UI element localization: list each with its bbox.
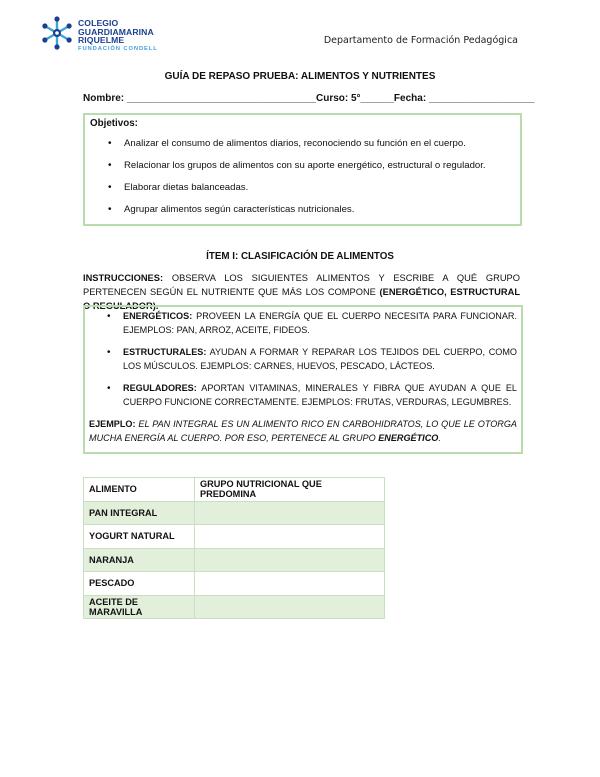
logo-line-guardiamarina: GUARDIAMARINA xyxy=(78,26,154,37)
answer-cell[interactable] xyxy=(195,548,385,572)
objective-item: • Elaborar dietas balanceadas. xyxy=(108,182,486,204)
answer-cell[interactable] xyxy=(195,595,385,619)
food-cell: PAN INTEGRAL xyxy=(84,501,195,525)
table-row xyxy=(84,572,385,596)
example-text: EL PAN INTEGRAL ES UN ALIMENTO RICO EN CARBOHIDRATOS, LO QUE LE OTORGA MUCHA ENERGÍA AL CUERPO. POR ESO, PERTENECE AL GRUPO xyxy=(89,419,517,443)
instructions-label: INSTRUCCIONES: xyxy=(83,273,164,283)
instructions-options: (ENERGÉTICO, ESTRUCTURAL O REGULADOR). xyxy=(83,287,520,311)
group-description: AYUDAN A FORMAR Y REPARAR LOS TEJIDOS DEL CUERPO, COMO LOS MÚSCULOS. EJEMPLOS: CARNES, HUEVOS, PESCADO, LÁCTEOS. xyxy=(123,347,517,371)
objective-item: • Agrupar alimentos según características nutricionales. xyxy=(108,204,486,226)
snowflake-emblem-icon xyxy=(40,16,74,50)
food-cell: ACEITE DE MARAVILLA xyxy=(84,595,195,619)
instructions-text: OBSERVA LOS SIGUIENTES ALIMENTOS Y ESCRIBE A QUÉ GRUPO PERTENECEN SEGÚN EL NUTRIENTE QUE MÁS LOS COMPONE xyxy=(83,273,520,297)
logo-line-fundacion: FUNDACIÓN CONDELL xyxy=(78,45,158,52)
table-row xyxy=(84,595,385,619)
department-label: Departamento de Formación Pedagógica xyxy=(323,35,518,46)
food-classification-table xyxy=(83,477,385,619)
answer-cell[interactable] xyxy=(195,501,385,525)
food-cell: YOGURT NATURAL xyxy=(84,525,195,549)
table-row xyxy=(84,548,385,572)
group-name: REGULADORES: xyxy=(123,383,197,393)
example-paragraph xyxy=(89,417,517,445)
school-logo xyxy=(40,14,170,60)
objectives-heading: Objetivos: xyxy=(90,118,138,129)
food-group-item xyxy=(105,310,517,337)
answer-cell[interactable] xyxy=(195,572,385,596)
food-groups-list xyxy=(105,310,517,418)
student-info-line: Nombre: __________________________________Curso: 5°______Fecha: ___________________ xyxy=(83,93,535,104)
objectives-box xyxy=(83,113,522,226)
objective-item: • Relacionar los grupos de alimentos con su aporte energético, estructural o regulador. xyxy=(108,160,486,182)
group-name: ESTRUCTURALES: xyxy=(123,347,207,357)
group-description: APORTAN VITAMINAS, MINERALES Y FIBRA QUE AYUDAN A QUE EL CUERPO FUNCIONE CORRECTAMENTE. EJEMPLOS: FRUTAS, VERDURAS, LEGUMBRES. xyxy=(123,383,517,407)
page-title: GUÍA DE REPASO PRUEBA: ALIMENTOS Y NUTRIENTES xyxy=(164,71,436,82)
food-cell: PESCADO xyxy=(84,572,195,596)
table-row xyxy=(84,501,385,525)
food-group-item xyxy=(105,346,517,373)
example-answer: ENERGÉTICO xyxy=(378,433,439,443)
food-cell: NARANJA xyxy=(84,548,195,572)
table-header-row xyxy=(84,478,385,502)
group-description: PROVEEN LA ENERGÍA QUE EL CUERPO NECESITA PARA FUNCIONAR. EJEMPLOS: PAN, ARROZ, ACEITE, FIDEOS. xyxy=(123,311,517,335)
food-group-item xyxy=(105,382,517,409)
objectives-list xyxy=(108,138,486,226)
example-period: . xyxy=(438,433,441,443)
header-food: ALIMENTO xyxy=(84,478,195,502)
table-row xyxy=(84,525,385,549)
header-group: GRUPO NUTRICIONAL QUE PREDOMINA xyxy=(195,478,385,502)
answer-cell[interactable] xyxy=(195,525,385,549)
logo-line-riquelme: RIQUELME xyxy=(78,35,125,45)
objective-item: • Analizar el consumo de alimentos diarios, reconociendo su función en el cuerpo. xyxy=(108,138,486,160)
food-groups-box xyxy=(83,305,523,454)
section-title: ÍTEM I: CLASIFICACIÓN DE ALIMENTOS xyxy=(206,251,394,262)
group-name: ENERGÉTICOS: xyxy=(123,311,193,321)
example-label: EJEMPLO: xyxy=(89,419,136,429)
logo-line-colegio: COLEGIO xyxy=(78,18,119,28)
